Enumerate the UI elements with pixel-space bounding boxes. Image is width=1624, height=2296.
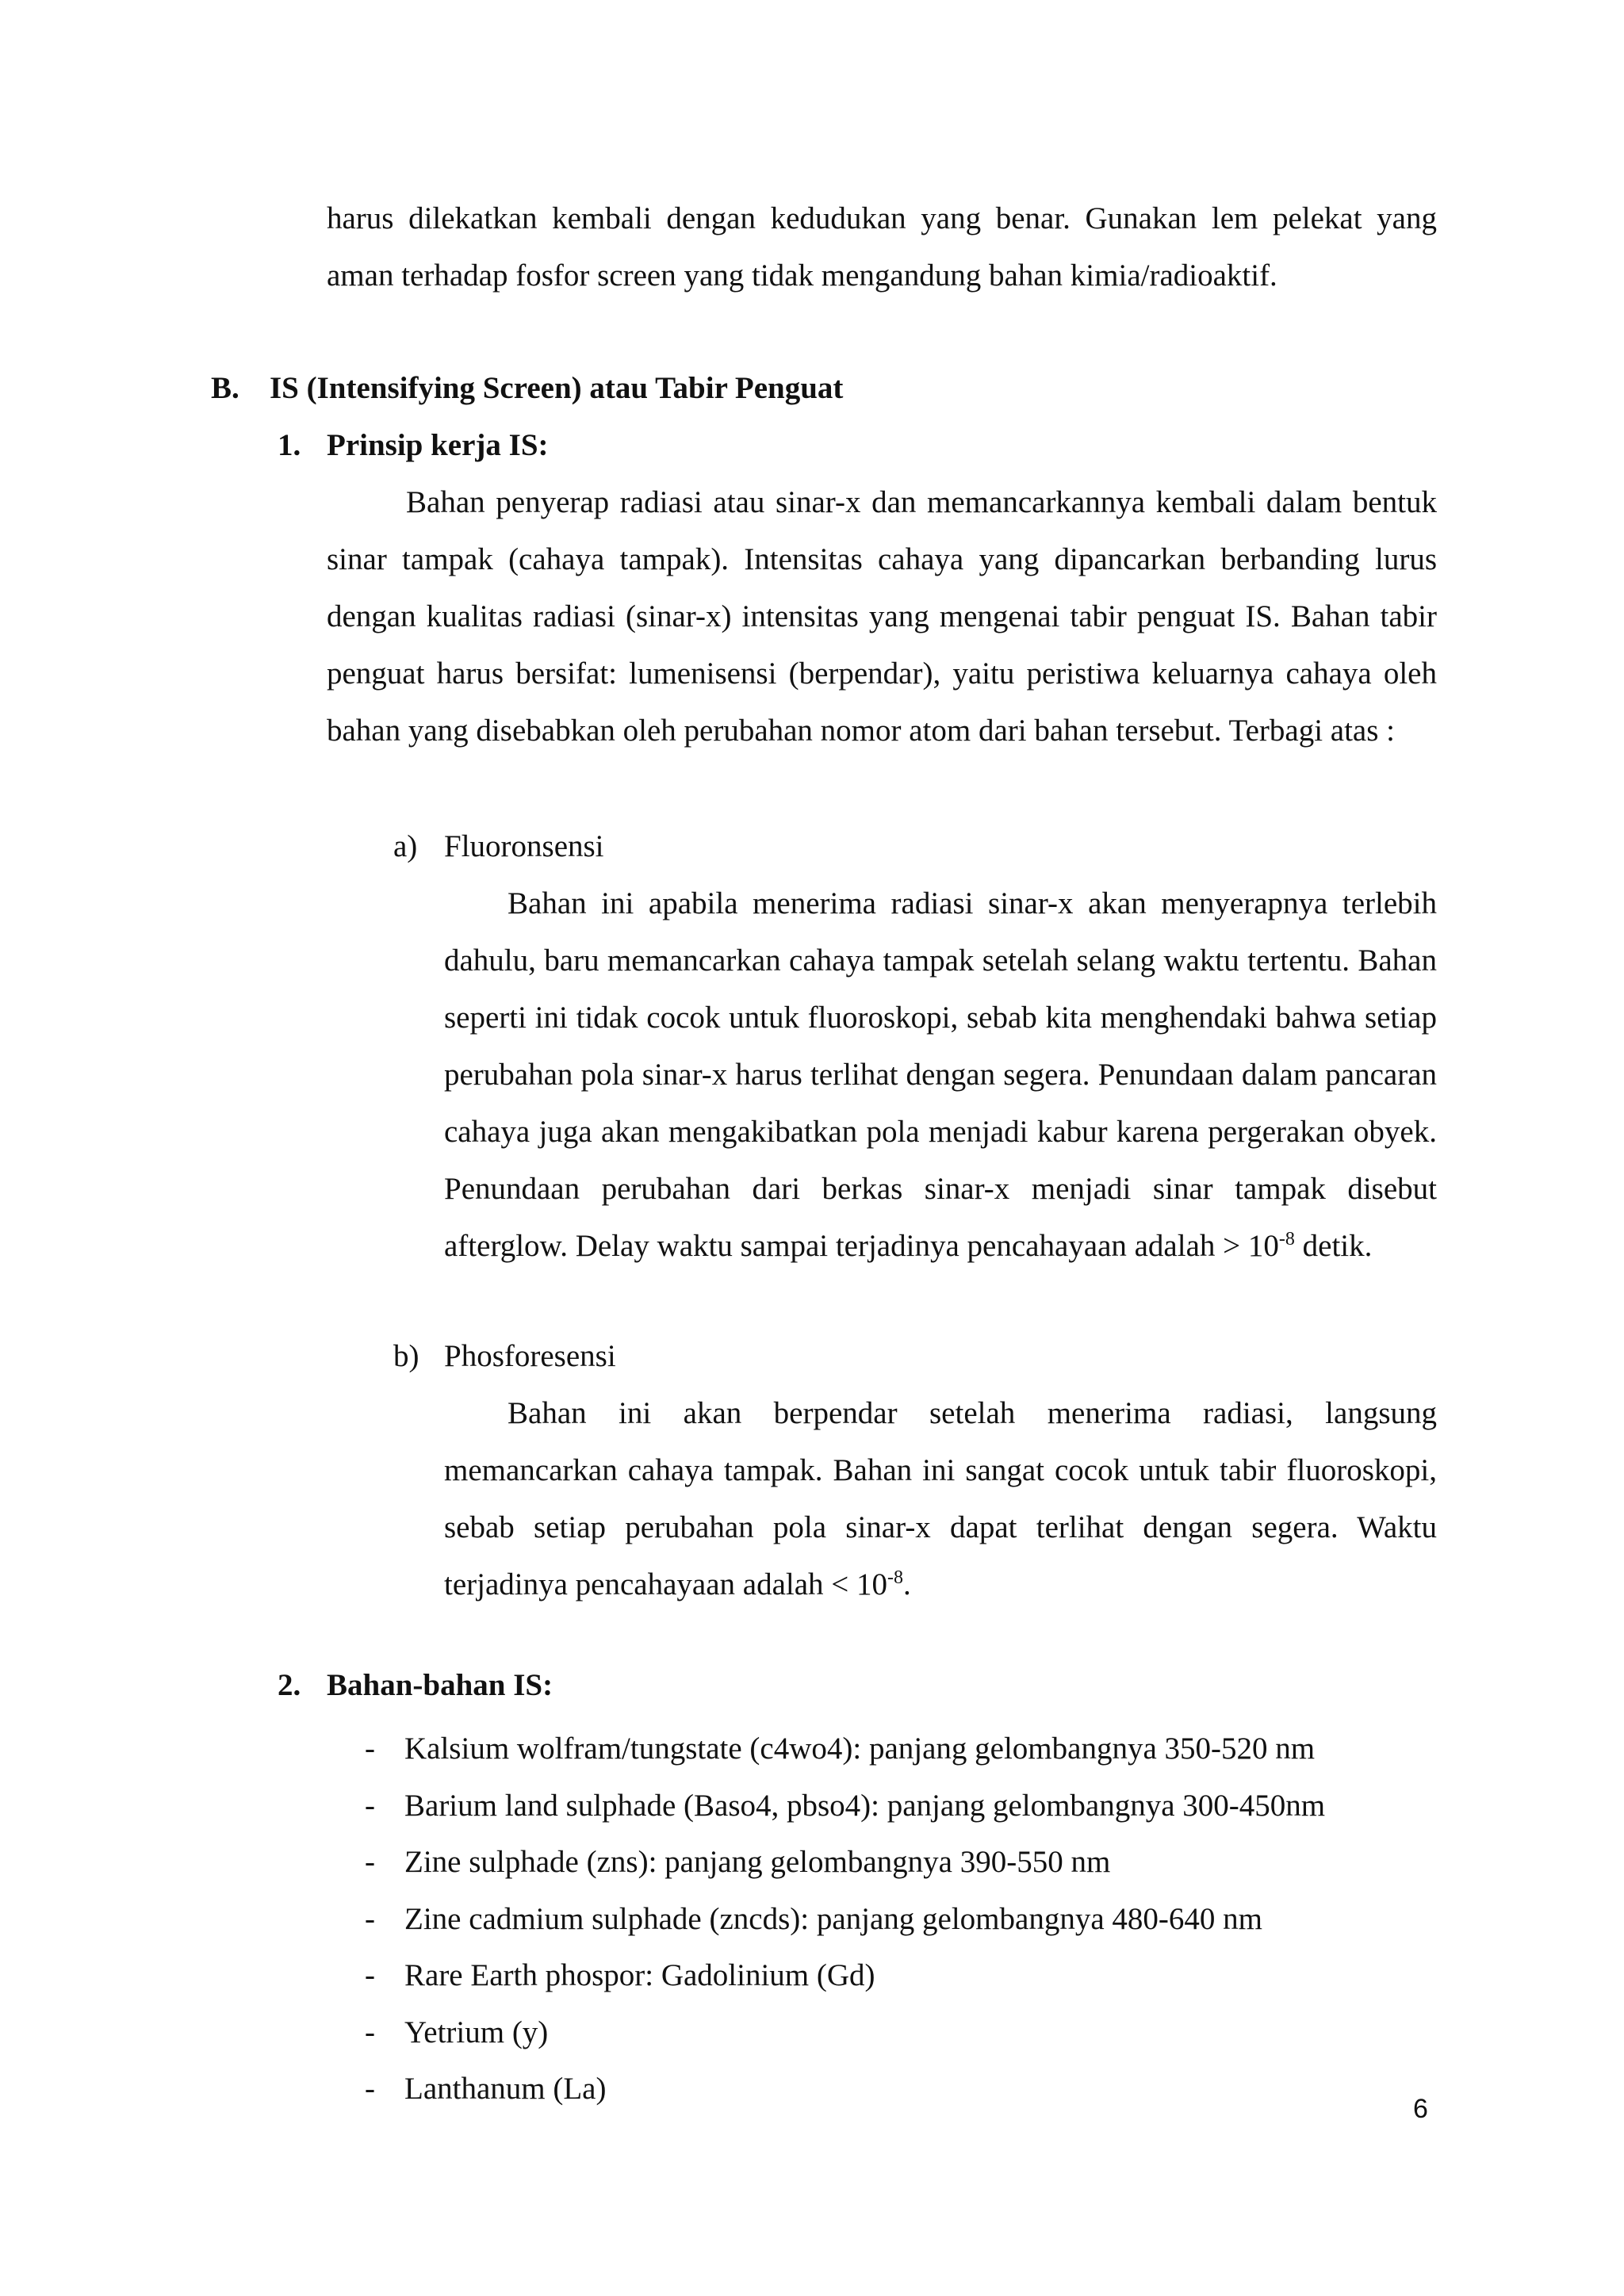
list-item: - Yetrium (y) (365, 2004, 1325, 2061)
item-b-text: Bahan ini akan berpendar setelah menerima radiasi, langsung memancarkan cahaya tampak. Bahan ini sangat cocok untuk tabir fluoroskopi, sebab setiap perubahan pola sinar-x dapat terlihat dengan segera. Waktu terjadinya pencahayaan adalah < 10 (444, 1396, 1437, 1601)
list-dash: - (365, 2015, 375, 2049)
paragraph-text: harus dilekatkan kembali dengan kedudukan yang benar. Gunakan lem pelekat yang aman terhadap fosfor screen yang tidak mengandung bahan kimia/radioaktif. (327, 201, 1437, 293)
list-dash: - (365, 1732, 375, 1766)
page-number: 6 (1413, 2094, 1428, 2124)
item-a-text: Bahan ini apabila menerima radiasi sinar-x akan menyerapnya terlebih dahulu, baru memancarkan cahaya tampak setelah selang waktu tertentu. Bahan seperti ini tidak cocok untuk fluoroskopi, sebab kita menghendaki bahwa setiap perubahan pola sinar-x harus terlihat dengan segera. Penundaan dalam pancaran cahaya juga akan mengakibatkan pola menjadi kabur karena pergerakan obyek. Penundaan perubahan dari berkas sinar-x menjadi sinar tampak disebut afterglow. Delay waktu sampai terjadinya pencahayaan adalah > 10 (444, 886, 1437, 1263)
item-a-label (393, 825, 604, 869)
list-dash: - (365, 1901, 375, 1936)
exponent: -8 (887, 1567, 904, 1588)
item-title: Phosforesensi (444, 1339, 616, 1373)
item-b-body (444, 1385, 1437, 1613)
subsection-1-heading (278, 423, 549, 468)
materials-list (365, 1720, 1325, 2118)
item-b-label (393, 1334, 616, 1379)
section-letter: B. (211, 371, 239, 405)
item-mark: a) (393, 829, 418, 863)
subsection-title: Bahan-bahan IS: (327, 1668, 553, 1702)
subsection-number: 1. (278, 428, 301, 462)
list-item: - Lanthanum (La) (365, 2061, 1325, 2118)
list-dash: - (365, 1788, 375, 1823)
subsection-2-heading (278, 1663, 553, 1708)
item-title: Fluoronsensi (444, 829, 604, 863)
section-b-heading (211, 366, 843, 411)
list-item: - Zine sulphade (zns): panjang gelombangnya 390-550 nm (365, 1834, 1325, 1891)
principle-paragraph (327, 474, 1437, 760)
paragraph-text: Bahan penyerap radiasi atau sinar-x dan memancarkannya kembali dalam bentuk sinar tampak (cahaya tampak). Intensitas cahaya yang dipancarkan berbanding lurus dengan kualitas radiasi (sinar-x) intensitas yang mengenai tabir penguat IS. Bahan tabir penguat harus bersifat: lumenisensi (berpendar), yaitu peristiwa keluarnya cahaya oleh bahan yang disebabkan oleh perubahan nomor atom dari bahan tersebut. Terbagi atas : (327, 485, 1437, 748)
list-dash: - (365, 2072, 375, 2106)
list-dash: - (365, 1958, 375, 1992)
paragraph-text (444, 1385, 1437, 1613)
subsection-title: Prinsip kerja IS: (327, 428, 549, 462)
subsection-number: 2. (278, 1668, 301, 1702)
list-item: - Barium land sulphade (Baso4, pbso4): panjang gelombangnya 300-450nm (365, 1777, 1325, 1835)
paragraph-text (444, 875, 1437, 1275)
continued-paragraph (327, 190, 1437, 304)
item-b-suffix: . (903, 1567, 911, 1601)
list-item: - Rare Earth phospor: Gadolinium (Gd) (365, 1947, 1325, 2004)
list-item: - Kalsium wolfram/tungstate (c4wo4): panjang gelombangnya 350-520 nm (365, 1720, 1325, 1777)
item-mark: b) (393, 1339, 419, 1373)
item-a-suffix: detik. (1294, 1229, 1373, 1263)
section-title: IS (Intensifying Screen) atau Tabir Penguat (270, 371, 844, 405)
item-a-body (444, 875, 1437, 1275)
list-item: - Zine cadmium sulphade (zncds): panjang gelombangnya 480-640 nm (365, 1891, 1325, 1948)
list-dash: - (365, 1845, 375, 1879)
exponent: -8 (1278, 1229, 1295, 1249)
